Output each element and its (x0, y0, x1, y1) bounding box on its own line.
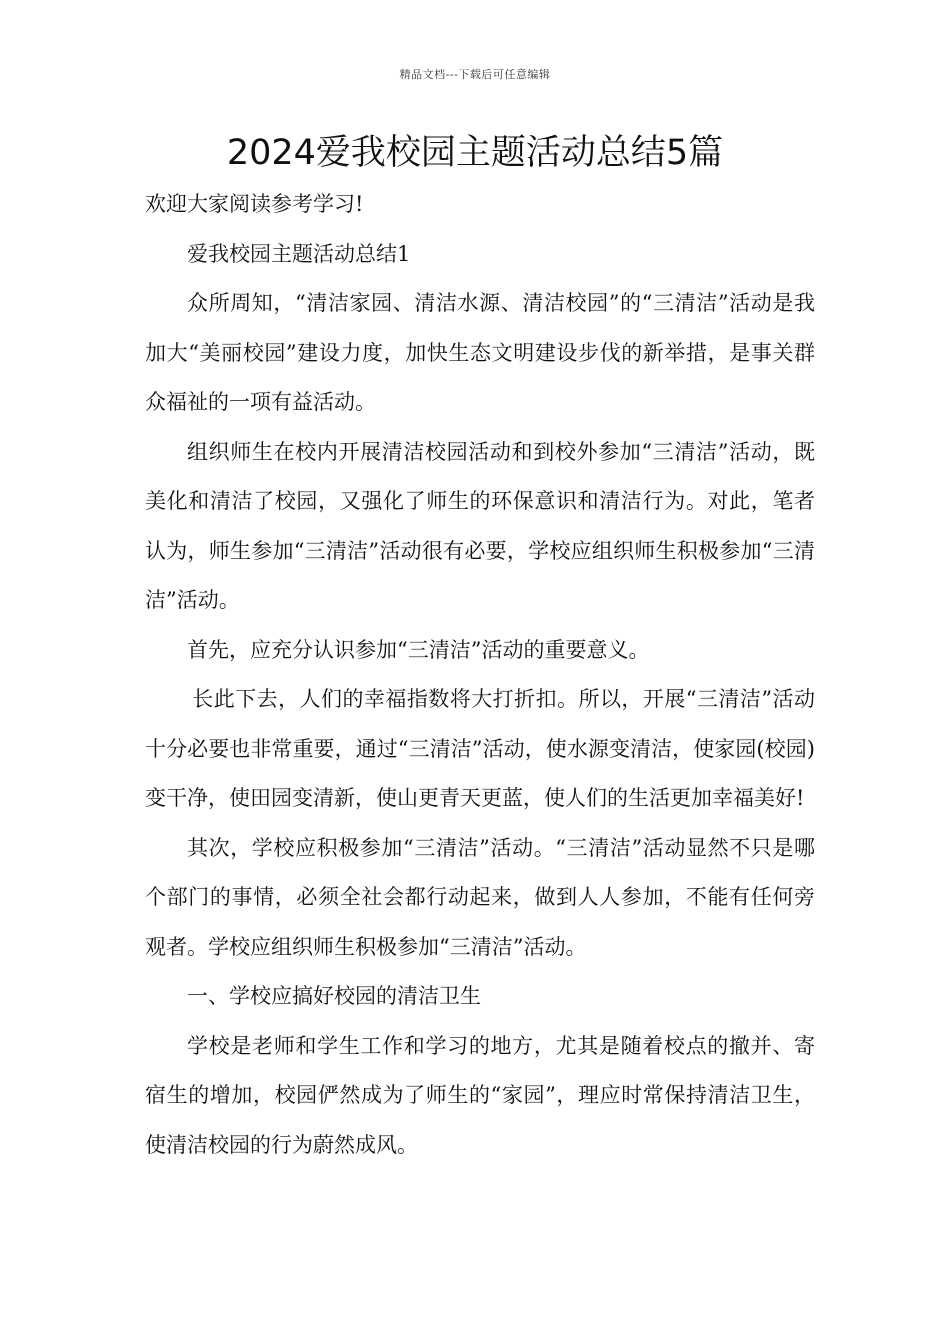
greeting-paragraph: 欢迎大家阅读参考学习! (145, 192, 364, 216)
body-paragraph: 众所周知，“清洁家园、清洁水源、清洁校园”的“三清洁”活动是我加大“美丽校园”建设力度，加快生态文明建设步伐的新举措，是事关群众福祉的一项有益活动。 (145, 291, 815, 414)
body-paragraph: 组织师生在校内开展清洁校园活动和到校外参加“三清洁”活动，既美化和清洁了校园，又强化了师生的环保意识和清洁行为。对此，笔者认为，师生参加“三清洁”活动很有必要，学校应组织师生积极参加“三清洁”活动。 (145, 439, 815, 612)
section-heading: 爱我校园主题活动总结1 (187, 241, 411, 266)
subsection-heading: 一、学校应搞好校园的清洁卫生 (187, 984, 481, 1008)
body-paragraph: 其次，学校应积极参加“三清洁”活动。“三清洁”活动显然不只是哪个部门的事情，必须全社会都行动起来，做到人人参加，不能有任何旁观者。学校应组织师生积极参加“三清洁”活动。 (145, 835, 815, 959)
document-title: 2024爱我校园主题活动总结5篇 (226, 133, 724, 173)
header-note: 精品文档---下载后可任意编辑 (399, 68, 551, 81)
document-body (145, 180, 815, 1170)
body-paragraph: 学校是老师和学生工作和学习的地方，尤其是随着校点的撤并、寄宿生的增加，校园俨然成为了师生的“家园”，理应时常保持清洁卫生，使清洁校园的行为蔚然成风。 (145, 1033, 815, 1157)
body-paragraph: 长此下去，人们的幸福指数将大打折扣。所以，开展“三清洁”活动十分必要也非常重要，通过“三清洁”活动，使水源变清洁，使家园(校园)变干净，使田园变清新，使山更青天更蓝，使人们的生活更加幸福美好! (145, 687, 815, 810)
body-paragraph: 首先，应充分认识参加“三清洁”活动的重要意义。 (187, 637, 650, 662)
